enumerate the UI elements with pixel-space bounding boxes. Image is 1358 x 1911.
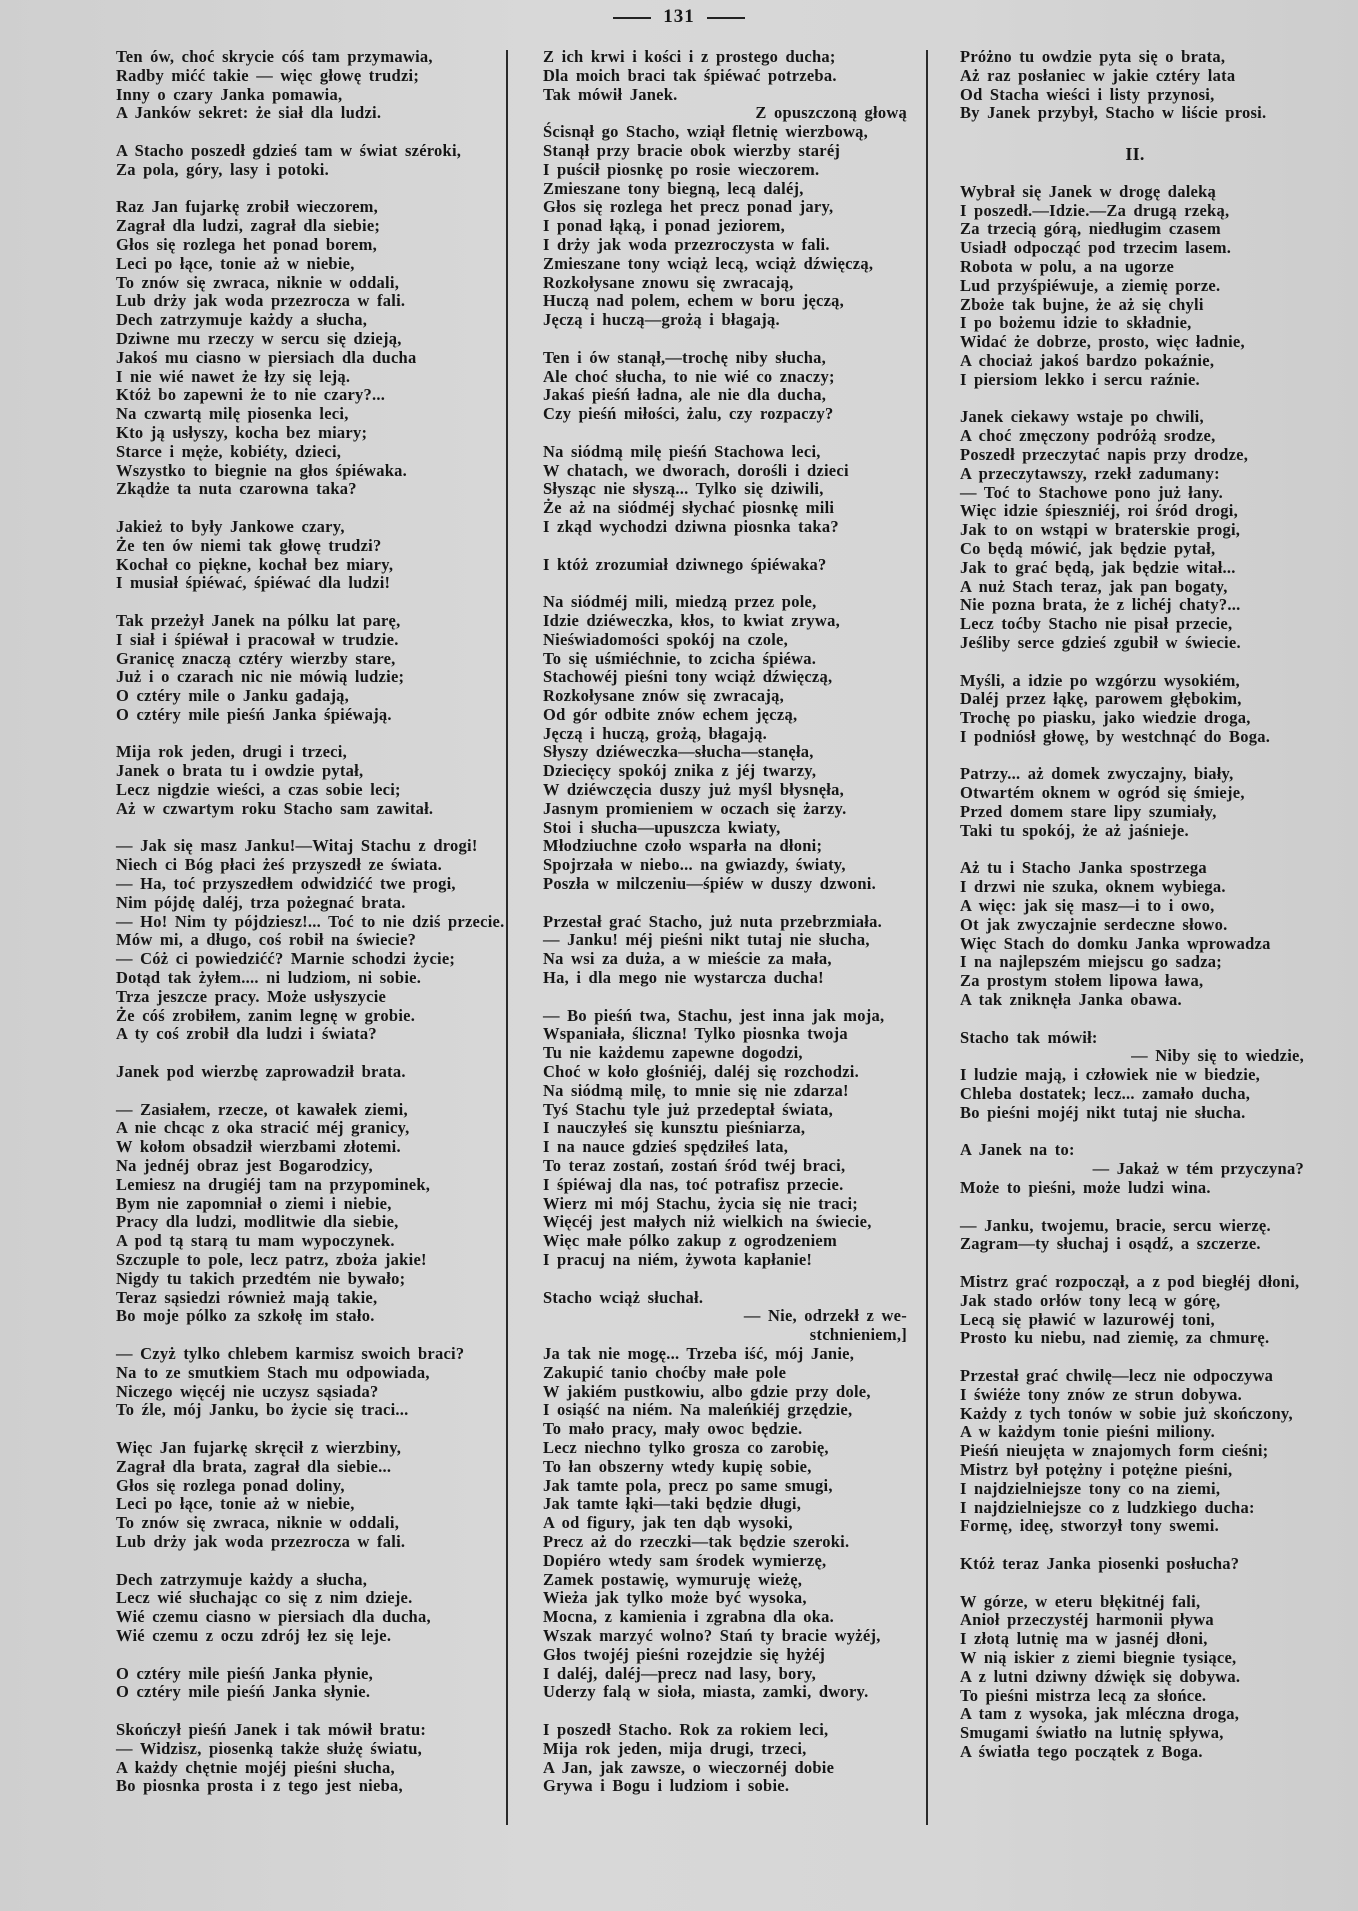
verse-line: Któż bo zapewni że to nie czary?... — [116, 385, 386, 405]
verse-line: To się uśmiéchnie, to zcicha śpiéwa. — [543, 648, 817, 668]
verse-line: Dziwne mu rzeczy w sercu się dzieją, — [116, 328, 402, 348]
verse-line: Niech ci Bóg płaci żeś przyszedł ze świata. — [116, 855, 442, 875]
verse-line: A Stacho poszedł gdzieś tam w świat széroki, — [116, 140, 462, 160]
verse-line: Więc małe pólko zakup z ogrodzeniem — [543, 1231, 838, 1251]
verse-line: Precz aż do rzeczki—tak będzie szeroki. — [543, 1531, 850, 1551]
verse-line: — Niby się to wiedzie, — [1131, 1046, 1304, 1066]
verse-line: Jakaś pieśń ładna, ale nie dla ducha, — [543, 385, 827, 405]
verse-line: I śpiéwaj dla nas, toć potrafisz przecie. — [543, 1174, 844, 1194]
verse-line: Słysząc nie słyszą... Tylko się dziwili, — [543, 479, 824, 499]
verse-line: Od gór odbite znów echem jęczą, — [543, 704, 798, 724]
verse-line: Grywa i Bogu i ludziom i sobie. — [543, 1776, 790, 1796]
verse-line: Tu nie każdemu zapewne dogodzi, — [543, 1043, 803, 1063]
verse-line: — Toć to Stachowe pono już łany. — [960, 482, 1223, 502]
verse-line: — Jak się masz Janku!—Witaj Stachu z drogi! — [116, 836, 478, 856]
verse-line: Huczą nad polem, echem w boru jęczą, — [543, 291, 845, 311]
verse-line: Raz Jan fujarkę zrobił wieczorem, — [116, 197, 379, 217]
verse-line: Bo pieśni mojéj nikt tutaj nie słucha. — [960, 1102, 1246, 1122]
verse-line: Zboże tak bujne, że aż się chyli — [960, 294, 1204, 314]
verse-line: Poszedł przeczytać napis przy drodze, — [960, 444, 1249, 464]
verse-line: Mów mi, a długo, coś robił na świecie? — [116, 930, 417, 950]
stanza — [960, 859, 1310, 1009]
verse-line: Otwartém oknem w ogród się śmieje, — [960, 783, 1245, 803]
verse-line: Jakoś mu ciasno w piersiach dla ducha — [116, 347, 417, 367]
verse-line: Już i o czarach nic nie mówią ludzie; — [116, 667, 405, 687]
verse-line: Stacho wciąż słuchał. — [543, 1287, 704, 1307]
verse-line: Zagram—ty słuchaj i osądź, a szczerze. — [960, 1234, 1261, 1254]
verse-line: Mija rok jeden, mija drugi, trzeci, — [543, 1738, 807, 1758]
stanza — [960, 1273, 1310, 1348]
verse-line: Aż w czwartym roku Stacho sam zawitał. — [116, 798, 434, 818]
verse-line: Uderzy falą w sioła, miasta, zamki, dwory. — [543, 1682, 869, 1702]
verse-line: Kto ją usłyszy, kocha bez miary; — [116, 422, 368, 442]
verse-line: I nie wié nawet że łzy się leją. — [116, 366, 351, 386]
verse-line: — Czyż tylko chlebem karmisz swoich braci? — [116, 1343, 465, 1363]
verse-line: Aż tu i Stacho Janka spostrzega — [960, 858, 1207, 878]
stanza — [116, 1439, 501, 1552]
verse-line: I ponad łąką, i ponad jeziorem, — [543, 216, 786, 236]
verse-line: Ten i ów stanął,—trochę niby słucha, — [543, 347, 827, 367]
verse-line: To mało pracy, mały owoc będzie. — [543, 1419, 803, 1439]
verse-line: By Janek przybył, Stacho w liście prosi. — [960, 103, 1267, 123]
verse-line: Leci po łące, tonie aż w niebie, — [116, 1494, 355, 1514]
verse-line: Szczuple to pole, lecz patrz, zboża jakie! — [116, 1250, 427, 1269]
verse-line: Przestał grać Stacho, już nuta przebrzmiała. — [543, 911, 882, 931]
verse-line: Starce i męże, kobiéty, dzieci, — [116, 441, 342, 461]
verse-line: To pieśni mistrza lecą za słońce. — [960, 1685, 1207, 1705]
verse-line: Co będą mówić, jak będzie pytał, — [960, 538, 1216, 558]
verse-line: Rozkołysane znowu się zwracają, — [543, 272, 794, 292]
verse-line: Nim pójdę daléj, trza pożegnać brata. — [116, 892, 406, 912]
verse-line: Zkądże ta nuta czarowna taka? — [116, 479, 357, 499]
verse-line: Stanął przy bracie obok wierzby staréj — [543, 140, 841, 160]
verse-line: I nauczyłeś się kunsztu pieśniarza, — [543, 1118, 806, 1138]
verse-line: I drży jak woda przezroczysta w fali. — [543, 234, 830, 254]
verse-line: Lecą się pławić w lazurowéj toni, — [960, 1309, 1215, 1329]
verse-line: Teraz sąsiedzi również mają takie, — [116, 1287, 378, 1307]
verse-line: Głos się rozlega ponad doliny, — [116, 1475, 345, 1495]
verse-line: Lecz nigdzie wieści, a czas sobie leci; — [116, 780, 401, 800]
verse-line: Poszła w milczeniu—śpiéw w duszy dzwoni. — [543, 874, 877, 894]
verse-line: I zkąd wychodzi dziwna piosnka taka? — [543, 516, 839, 536]
verse-line: Na siódmą milę pieśń Stachowa leci, — [543, 441, 821, 461]
stanza — [116, 1101, 501, 1327]
verse-line: Janek ciekawy wstaje po chwili, — [960, 407, 1204, 427]
stanza — [960, 1141, 1310, 1197]
verse-line: A więc: jak się masz—i to i owo, — [960, 896, 1215, 916]
verse-line: O cztéry mile o Janku gadają, — [116, 686, 350, 706]
stanza — [960, 1029, 1310, 1123]
stanza — [960, 1555, 1310, 1574]
verse-line: Zmieszane tony wciąż lecą, wciąż dźwięczą, — [543, 253, 874, 273]
verse-line: Chleba dostatek; lecz... zamało ducha, — [960, 1084, 1251, 1104]
ornamental-dash — [613, 17, 651, 19]
stanza — [116, 1665, 501, 1703]
verse-line: Stachowéj pieśni tony wciąż dźwięczą, — [543, 667, 833, 687]
verse-line: Lecz niechno tylko grosza co zarobię, — [543, 1437, 829, 1457]
verse-line: Smugami światło na lutnię spływa, — [960, 1723, 1224, 1743]
verse-line: Na siódméj mili, miedzą przez pole, — [543, 592, 817, 612]
text-column-right — [960, 48, 1310, 1781]
verse-line: Bo moje pólko za szkołę im stało. — [116, 1306, 375, 1326]
verse-line: Więc Stach do domku Janka wprowadza — [960, 933, 1271, 953]
text-column-left — [116, 47, 505, 1815]
verse-line: Jak to on wstąpi w braterskie progi, — [960, 520, 1241, 540]
stanza — [116, 48, 501, 123]
verse-line: W chatach, we dworach, dorośli i dzieci — [543, 460, 849, 480]
verse-line: Ten ów, choć skrycie cóś tam przymawia, — [116, 47, 433, 66]
verse-line: I ludzie mają, i człowiek nie w biedzie, — [960, 1065, 1261, 1085]
stanza — [960, 183, 1310, 390]
verse-line: Mistrz grać rozpoczął, a z pod biegłéj dłoni, — [960, 1272, 1300, 1291]
verse-line: Przestał grać chwilę—lecz nie odpoczywa — [960, 1365, 1274, 1385]
verse-line: Zmieszane tony biegną, lecą daléj, — [543, 178, 804, 198]
verse-line: Dotąd tak żyłem.... ni ludziom, ni sobie. — [116, 968, 422, 988]
stanza — [116, 612, 501, 725]
stanza — [960, 672, 1310, 747]
verse-line: A nie chcąc z oka stracić méj granicy, — [116, 1118, 410, 1138]
verse-line: Pieśń nieujęta w znajomych form cieśni; — [960, 1441, 1269, 1461]
verse-line: I złotą lutnię ma w jasnéj dłoni, — [960, 1629, 1208, 1649]
verse-line: — Zasiałem, rzecze, ot kawałek ziemi, — [116, 1099, 408, 1119]
stanza — [116, 1721, 501, 1796]
stanza — [116, 1345, 501, 1420]
verse-line: I któż zrozumiał dziwnego śpiéwaka? — [543, 554, 827, 574]
stanza — [960, 408, 1310, 652]
verse-line: Janek o brata tu i owdzie pytał, — [116, 761, 364, 781]
stanza — [543, 48, 913, 330]
verse-line: Nie pozna brata, że z lichéj chaty?... — [960, 595, 1241, 615]
verse-line: I po bożemu idzie to składnie, — [960, 313, 1192, 333]
verse-line: I daléj, daléj—precz nad lasy, bory, — [543, 1663, 817, 1683]
verse-line: Głos twojéj pieśni rozejdzie się hyżéj — [543, 1644, 826, 1664]
verse-line: Wieża jak tylko może być wysoka, — [543, 1588, 807, 1608]
verse-line: I na najlepszém miejscu go sadza; — [960, 952, 1223, 972]
verse-line: Lemiesz na drugiéj tam na przypominek, — [116, 1174, 431, 1194]
verse-line: O cztéry mile pieśń Janka słynie. — [116, 1682, 371, 1702]
verse-line: I puścił piosnkę po rosie wieczorem. — [543, 159, 820, 179]
verse-line: A nuż Stach teraz, jak pan bogaty, — [960, 576, 1228, 596]
verse-line: Leci po łące, tonie aż w niebie, — [116, 253, 355, 273]
verse-line: Granicę znaczą cztéry wierzby stare, — [116, 648, 396, 668]
verse-line: Jęczą i huczą, grożą, błagają. — [543, 723, 768, 743]
stanza — [116, 198, 501, 499]
verse-line: To teraz zostań, zostań śród twéj braci, — [543, 1156, 846, 1176]
verse-line: Lud przyśpiéwuje, a ziemię porze. — [960, 275, 1221, 295]
stanza — [960, 48, 1310, 123]
verse-line: Ale choć słucha, to nie wié co znaczy; — [543, 366, 835, 386]
verse-line: Nigdy tu takich przedtém nie bywało; — [116, 1268, 406, 1288]
verse-line: Mija rok jeden, drugi i trzeci, — [116, 742, 347, 762]
verse-line: I drzwi nie szuka, oknem wybiega. — [960, 877, 1226, 897]
verse-line: Próżno tu owdzie pyta się o brata, — [960, 47, 1226, 66]
verse-line: A każdy chętnie mojéj pieśni słucha, — [116, 1757, 395, 1777]
stanza — [960, 145, 1310, 164]
verse-line: Wszak marzyć wolno? Stań ty bracie wyżéj, — [543, 1625, 881, 1645]
verse-line: I siał i śpiéwał i pracował w trudzie. — [116, 629, 399, 649]
verse-line: Ja tak nie mogę... Trzeba iść, mój Janie, — [543, 1343, 855, 1363]
verse-line: Przed domem stare lipy szumiały, — [960, 802, 1217, 822]
verse-line: Mistrz był potężny i potężne pieśni, — [960, 1459, 1233, 1479]
verse-line: Myśli, a idzie po wzgórzu wysokiém, — [960, 670, 1240, 690]
verse-line: I poszedł Stacho. Rok za rokiem leci, — [543, 1719, 829, 1739]
verse-line: — Ha, toć przyszedłem odwidzićć twe progi, — [116, 874, 456, 894]
stanza — [960, 1367, 1310, 1536]
stanza — [116, 518, 501, 593]
verse-line: Że ten ów niemi tak głowę trudzi? — [116, 535, 382, 555]
verse-line: Jęczą i huczą—grożą i błagają. — [543, 310, 780, 330]
verse-line: Na siódmą milę, to mnie się nie zdarza! — [543, 1080, 849, 1100]
verse-line: O cztéry mile pieśń Janka śpiéwają. — [116, 704, 392, 724]
verse-line: Kochał co piękne, kochał bez miary, — [116, 554, 394, 574]
verse-line: Dech zatrzymuje każdy a słucha, — [116, 310, 368, 330]
verse-line: Rozkołysane znów się zwracają, — [543, 686, 785, 706]
stanza — [960, 1593, 1310, 1762]
verse-line: Ścisnął go Stacho, wziął fletnię wierzbową, — [543, 122, 869, 142]
verse-line: — Nie, odrzekł z we- — [743, 1306, 907, 1326]
verse-line: Daléj przez łąkę, parowem głębokim, — [960, 689, 1242, 709]
verse-line: Jak to grać będą, jak będzie witał... — [960, 557, 1236, 577]
verse-line: Jak tamte łąki—taki będzie długi, — [543, 1494, 802, 1514]
verse-line: Za prostym stołem lipowa ława, — [960, 971, 1204, 991]
verse-line: stchnieniem,] — [809, 1325, 907, 1345]
verse-line: Może to pieśni, może ludzi wina. — [960, 1178, 1211, 1198]
verse-line: Że aż na siódméj słychać piosnkę mili — [543, 498, 835, 518]
verse-line: Na wsi za duża, a w mieście za mała, — [543, 949, 832, 969]
verse-line: Dla moich braci tak śpiéwać potrzeba. — [543, 65, 837, 85]
verse-line: Janek pod wierzbę zaprowadził brata. — [116, 1062, 406, 1082]
verse-line: Lub drży jak woda przezrocza w fali. — [116, 1531, 406, 1551]
verse-line: Prosto ku niebu, nad ziemię, za chmurę. — [960, 1328, 1270, 1348]
verse-line: A od figury, jak ten dąb wysoki, — [543, 1513, 793, 1533]
verse-line: Tak mówił Janek. — [543, 84, 678, 104]
verse-line: Ha, i dla mego nie wystarcza ducha! — [543, 968, 824, 988]
verse-line: W jakiém pustkowiu, albo gdzie przy dole, — [543, 1381, 871, 1401]
verse-line: — Janku, twojemu, bracie, sercu wierzę. — [960, 1215, 1271, 1235]
verse-line: I najdzielniejsze tony co na ziemi, — [960, 1478, 1221, 1498]
verse-line: Niczego więcéj nie uczysz sąsiada? — [116, 1381, 379, 1401]
page-number-header — [0, 6, 1358, 28]
verse-line: A z lutni dziwny dźwięk się dobywa. — [960, 1666, 1241, 1686]
verse-line: — Cóż ci powiedzićć? Marnie schodzi życie; — [116, 949, 456, 969]
verse-line: Trochę po piasku, jako wiedzie droga, — [960, 708, 1251, 728]
stanza — [543, 1721, 913, 1796]
text-column-middle — [543, 48, 913, 1815]
verse-line: Usiadł odpocząć pod trzecim lasem. — [960, 238, 1232, 258]
verse-line: — Bo pieśń twa, Stachu, jest inna jak moja, — [543, 1005, 885, 1025]
stanza — [116, 142, 501, 180]
verse-line: Stoi i słucha—upuszcza kwiaty, — [543, 817, 781, 837]
verse-line: Zagrał dla ludzi, zagrał dla siebie; — [116, 216, 381, 236]
verse-line: Radby mićć takie — więc głowę trudzi; — [116, 65, 420, 85]
verse-line: Aż raz posłaniec w jakie cztéry lata — [960, 65, 1236, 85]
verse-line: To łan obszerny wtedy kupię sobie, — [543, 1456, 812, 1476]
verse-line: Z opuszczoną głową — [755, 103, 907, 123]
verse-line: I piersiom lekko i sercu raźnie. — [960, 369, 1200, 389]
verse-line: — Jakaż w tém przyczyna? — [1092, 1159, 1304, 1179]
ornamental-dash — [707, 17, 745, 19]
verse-line: I podniósł głowę, by westchnąć do Boga. — [960, 726, 1271, 746]
verse-line: Za pola, góry, lasy i potoki. — [116, 159, 329, 179]
verse-line: Dech zatrzymuje każdy a słucha, — [116, 1569, 368, 1589]
verse-line: Wierz mi mój Stachu, życia się nie traci; — [543, 1193, 859, 1213]
verse-line: I osiąść na niém. Na maleńkiéj grzędzie, — [543, 1400, 853, 1420]
verse-line: Anioł przeczystéj harmonii pływa — [960, 1610, 1214, 1630]
stanza — [543, 913, 913, 988]
verse-line: Pracy dla ludzi, modlitwie dla siebie, — [116, 1212, 399, 1232]
verse-line: Spojrzała w niebo... na gwiazdy, światy, — [543, 855, 846, 875]
verse-line: Za trzecią górą, niedługim czasem — [960, 219, 1221, 239]
verse-line: Wié czemu z oczu zdrój łez się leje. — [116, 1625, 392, 1645]
verse-line: Jak stado orłów tony lecą w górę, — [960, 1290, 1221, 1310]
stanza — [116, 1571, 501, 1646]
verse-line: Jeśliby serce gdzieś zgubił w świecie. — [960, 632, 1241, 652]
verse-line: A Janek na to: — [960, 1140, 1075, 1160]
verse-line: — Janku! méj pieśni nikt tutaj nie słucha, — [543, 930, 870, 950]
verse-line: Od Stacha wieści i listy przynosi, — [960, 84, 1215, 104]
verse-line: Wspaniała, śliczna! Tylko piosnka twoja — [543, 1024, 848, 1044]
verse-line: A choć zmęczony podróżą srodze, — [960, 426, 1216, 446]
verse-line: Ot jak zwyczajnie serdeczne słowo. — [960, 914, 1228, 934]
verse-line: Czy pieśń miłości, żalu, czy rozpaczy? — [543, 404, 834, 424]
verse-line: A tak zniknęła Janka obawa. — [960, 990, 1182, 1010]
verse-line: Głos się rozlega het precz ponad jary, — [543, 197, 834, 217]
verse-line: Zakupić tanio choćby małe pole — [543, 1362, 787, 1382]
verse-line: Lub drży jak woda przezrocza w fali. — [116, 291, 406, 311]
verse-line: Zagrał dla brata, zagrał dla siebie... — [116, 1456, 392, 1476]
stanza — [543, 349, 913, 424]
verse-line: To znów się zwraca, niknie w oddali, — [116, 272, 400, 292]
page-number: 131 — [663, 6, 695, 27]
verse-line: A w każdym tonie pieśni miliony. — [960, 1422, 1215, 1442]
verse-line: Bo piosnka prosta i z tego jest nieba, — [116, 1776, 403, 1796]
verse-line: A tam z wysoka, jak mléczna droga, — [960, 1704, 1240, 1724]
verse-line: Wszystko to biegnie na głos śpiéwaka. — [116, 460, 408, 480]
verse-line: Jasnym promieniem w oczach się żarzy. — [543, 798, 847, 818]
verse-line: Bym nie zapomniał o ziemi i niebie, — [116, 1193, 392, 1213]
verse-line: Na jednéj obraz jest Bogarodzicy, — [116, 1156, 373, 1176]
verse-line: Stacho tak mówił: — [960, 1027, 1098, 1047]
verse-line: Więc idzie śpieszniéj, roi śród drogi, — [960, 501, 1238, 521]
verse-line: I pracuj na niém, żywota kapłanie! — [543, 1250, 813, 1269]
verse-line: Młodziuchne czoło wsparła na dłoni; — [543, 836, 823, 856]
verse-line: Patrzy... aż domek zwyczajny, biały, — [960, 764, 1234, 784]
verse-line: Trza jeszcze pracy. Może usłyszycie — [116, 986, 387, 1006]
verse-line: Skończył pieśń Janek i tak mówił bratu: — [116, 1719, 427, 1739]
verse-line: Dziecięcy spokój znika z jéj twarzy, — [543, 761, 817, 781]
verse-line: — Ho! Nim ty pójdziesz!... Toć to nie dziś przecie. — [116, 911, 505, 931]
verse-line: Na to ze smutkiem Stach mu odpowiada, — [116, 1362, 430, 1382]
verse-line: I musiał śpiéwać, śpiéwać dla ludzi! — [116, 573, 391, 593]
verse-line: Dopiéro wtedy sam środek wymierzę, — [543, 1550, 827, 1570]
verse-line: Zamek postawię, wymuruję wieżę, — [543, 1569, 803, 1589]
verse-line: Lecz toćby Stacho nie pisał przecie, — [960, 614, 1233, 634]
verse-line: Że cóś zrobiłem, zanim legnę w grobie. — [116, 1005, 416, 1025]
verse-line: Na czwartą milę piosenka leci, — [116, 404, 349, 424]
verse-line: Robota w polu, a na ugorze — [960, 256, 1175, 276]
stanza — [543, 556, 913, 575]
verse-line: A przeczytawszy, rzekł zadumany: — [960, 463, 1220, 483]
verse-line: Słyszy dziéweczka—słucha—stanęła, — [543, 742, 814, 762]
verse-line: O cztéry mile pieśń Janka płynie, — [116, 1663, 373, 1683]
verse-line: Lecz wié słuchając co się z nim dzieje. — [116, 1588, 413, 1608]
verse-line: I na nauce gdzieś spędziłeś lata, — [543, 1137, 789, 1157]
verse-line: Jak tamte pola, precz po same smugi, — [543, 1475, 833, 1495]
verse-line: To znów się zwraca, niknie w oddali, — [116, 1513, 400, 1533]
verse-line: A pod tą starą tu mam wypoczynek. — [116, 1231, 395, 1251]
stanza — [116, 743, 501, 818]
verse-line: Wybrał się Janek w drogę daleką — [960, 181, 1217, 201]
verse-line: I poszedł.—Idzie.—Za drugą rzeką, — [960, 200, 1230, 220]
verse-line: Głos się rozlega het ponad borem, — [116, 234, 377, 254]
verse-line: — Widzisz, piosenką także służę światu, — [116, 1738, 423, 1758]
verse-line: Idzie dziéweczka, kłos, to kwiat zrywa, — [543, 610, 840, 630]
stanza — [543, 593, 913, 894]
verse-line: W nią iskier z ziemi biegnie tysiące, — [960, 1647, 1237, 1667]
verse-line: Formę, ideę, stworzył tony swemi. — [960, 1516, 1219, 1536]
verse-line: Widać że dobrze, prosto, więc ładnie, — [960, 332, 1245, 352]
section-heading: II. — [1125, 144, 1145, 165]
verse-line: Więcéj jest małych niż wielkich na świecie, — [543, 1212, 872, 1232]
verse-line: Każdy z tych tonów w sobie już skończony, — [960, 1403, 1293, 1423]
verse-line: Wié czemu ciasno w piersiach dla ducha, — [116, 1607, 431, 1627]
verse-line: To źle, mój Janku, bo życie się traci... — [116, 1400, 409, 1420]
verse-line: Tak przeżył Janek na pólku lat parę, — [116, 610, 401, 630]
verse-line: A Janków sekret: że siał dla ludzi. — [116, 103, 382, 123]
verse-line: Więc Jan fujarkę skręcił z wierzbiny, — [116, 1437, 402, 1457]
verse-line: Choć w koło głośniéj, daléj się rozchodzi. — [543, 1062, 860, 1082]
verse-line: Z ich krwi i kości i z prostego ducha; — [543, 47, 836, 66]
verse-line: Tyś Stachu tyle już przedeptał świata, — [543, 1099, 834, 1119]
stanza — [543, 443, 913, 537]
stanza — [543, 1007, 913, 1270]
verse-line: A Jan, jak zawsze, o wieczornéj dobie — [543, 1757, 835, 1777]
verse-line: Taki tu spokój, że aż jaśnieje. — [960, 820, 1189, 840]
stanza — [960, 765, 1310, 840]
verse-line: I świéże tony znów ze strun dobywa. — [960, 1384, 1243, 1404]
verse-line: I najdzielniejsze co z ludzkiego ducha: — [960, 1497, 1255, 1517]
stanza — [543, 1289, 913, 1703]
verse-line: Inny o czary Janka pomawia, — [116, 84, 343, 104]
column-divider — [926, 50, 928, 1825]
verse-line: Jakież to były Jankowe czary, — [116, 516, 345, 536]
stanza — [116, 1063, 501, 1082]
verse-line: A światła tego początek z Boga. — [960, 1741, 1203, 1761]
verse-line: Któż teraz Janka piosenki posłucha? — [960, 1553, 1240, 1573]
verse-line: Nieświadomości spokój na czole, — [543, 629, 788, 649]
column-divider — [506, 50, 508, 1825]
verse-line: W górze, w eteru błękitnéj fali, — [960, 1591, 1201, 1611]
verse-line: A ty coś zrobił dla ludzi i świata? — [116, 1024, 377, 1044]
stanza — [116, 836, 505, 1044]
verse-line: W dziéwczęcia duszy już myśl błysnęła, — [543, 780, 845, 800]
verse-line: W kołom obsadził wierzbami złotemi. — [116, 1137, 401, 1157]
verse-line: A chociaż jakoś bardzo pokaźnie, — [960, 350, 1215, 370]
stanza — [960, 1217, 1310, 1255]
verse-line: Mocna, z kamienia i zgrabna dla oka. — [543, 1607, 835, 1627]
